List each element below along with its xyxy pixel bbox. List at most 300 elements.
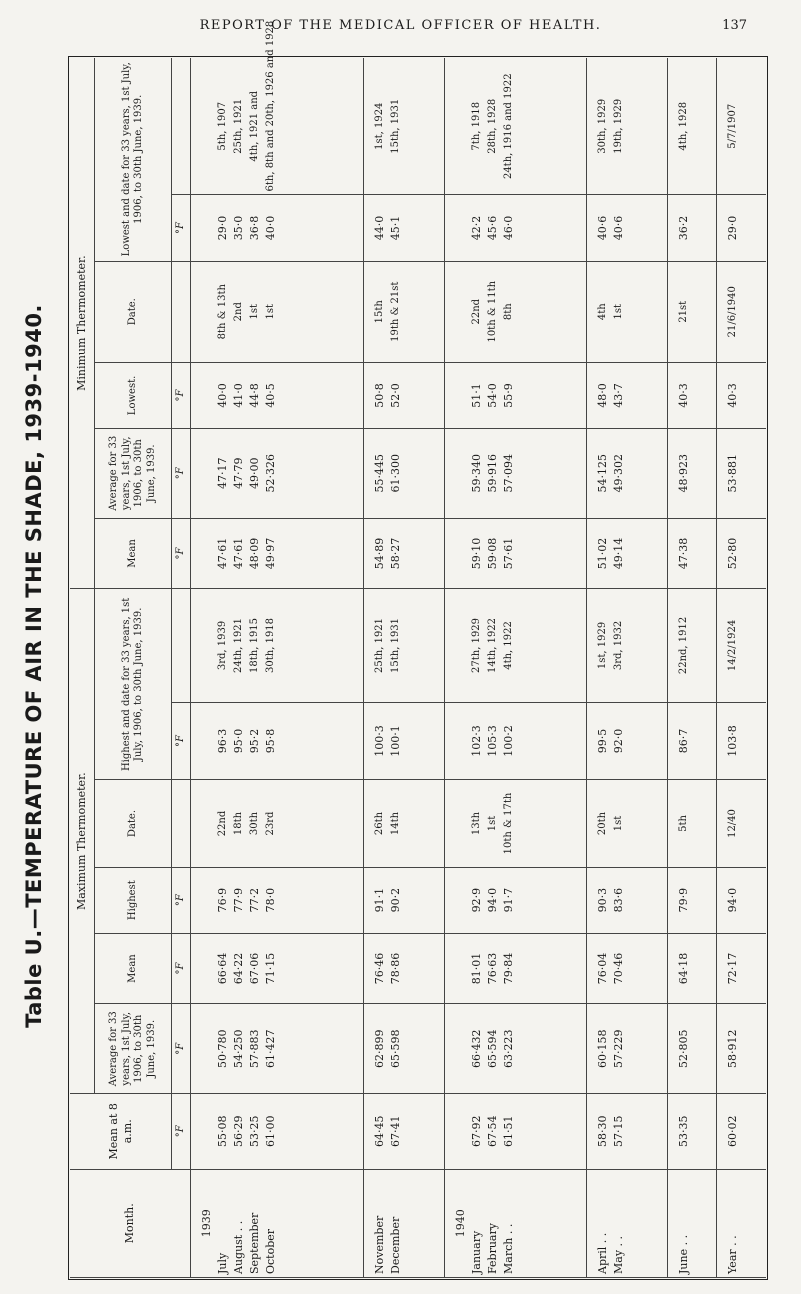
- month-label: June . .: [676, 1234, 690, 1274]
- hd33-date-value: 18th, 1915: [249, 617, 260, 673]
- lowest-value: 41·0: [232, 383, 245, 408]
- ld33-date-cell: [363, 58, 444, 195]
- avg-min-value: 47·79: [232, 457, 245, 490]
- avg-min-cell: [586, 428, 667, 518]
- lowest-date-cell: [586, 261, 667, 362]
- hd33-date-cell: [717, 589, 766, 702]
- month-label: May . .: [611, 1235, 625, 1274]
- lowest-date-cell: [667, 261, 717, 362]
- month-label: April . .: [595, 1232, 609, 1274]
- hd33-date-value: 3rd, 1932: [612, 620, 624, 671]
- avg-max-value: 54·250: [232, 1029, 245, 1068]
- hd33-value: 100·2: [501, 725, 515, 757]
- header-max-group: Maximum Thermometer.: [70, 589, 95, 1094]
- lowest-value: 40·0: [216, 383, 229, 408]
- hd33-cell: [667, 702, 717, 780]
- hd33-cell: [717, 702, 766, 780]
- lowest-value: 40·5: [264, 383, 277, 408]
- lowest-value: 48·0: [595, 383, 609, 408]
- lowest-date-value: 1st: [265, 303, 276, 320]
- highest-date-cell: [191, 780, 364, 867]
- avg-min-value: 47·17: [216, 457, 229, 490]
- mean-max-value: 66·64: [216, 952, 229, 985]
- ld33-cell: [586, 195, 667, 261]
- highest-date-cell: [444, 780, 586, 867]
- spacer: [199, 592, 215, 698]
- highest-date-value: 26th: [373, 811, 385, 836]
- spacer: [453, 366, 469, 425]
- avg-min-value: 54·125: [595, 454, 609, 493]
- mean-min-value: 57·61: [501, 537, 515, 570]
- ld33-date-value: 15th, 1931: [389, 98, 401, 154]
- spacer: [453, 592, 469, 698]
- hd33-date-value: 27th, 1929: [470, 617, 482, 673]
- page-number: 137: [722, 18, 747, 33]
- highest-cell: [667, 867, 717, 933]
- hd33-cell: [191, 702, 364, 780]
- avg-min-value: 53·881: [726, 454, 740, 493]
- spacer: [199, 522, 215, 586]
- mean-min-value: 51·02: [595, 537, 609, 570]
- ld33-date-value: 25th, 1921: [233, 98, 244, 154]
- avg-min-value: 57·094: [501, 454, 515, 493]
- unit-mean-min: °F: [172, 518, 191, 589]
- mean-min-cell: [191, 518, 364, 589]
- mean-max-value: 76·46: [372, 952, 386, 985]
- mean-max-value: 64·18: [676, 952, 690, 985]
- spacer: [453, 706, 469, 777]
- ld33-value: 46·0: [501, 215, 515, 241]
- month-label: January: [469, 1230, 483, 1274]
- running-head-title: REPORT OF THE MEDICAL OFFICER OF HEALTH.: [199, 18, 602, 33]
- unit-hd33: °F: [172, 702, 191, 780]
- hd33-value: 105·3: [485, 725, 499, 757]
- ld33-date-value: 5th, 1907: [217, 101, 228, 151]
- mean-max-value: 72·17: [726, 952, 740, 985]
- mean-min-value: 47·38: [676, 537, 690, 570]
- highest-value: 77·2: [248, 887, 261, 913]
- unit-mean-max: °F: [172, 933, 191, 1004]
- hd33-date-value: 3rd, 1939: [217, 620, 228, 671]
- ld33-cell: [667, 195, 717, 261]
- highest-date-value: 22nd: [217, 810, 228, 837]
- avg-min-value: 59·340: [469, 454, 483, 493]
- ld33-date-value: 4th, 1928: [677, 101, 689, 151]
- lowest-cell: [191, 362, 364, 428]
- mean-8am-value: 60·02: [726, 1115, 740, 1148]
- avg-min-value: 48·923: [676, 454, 690, 493]
- avg-min-cell: [717, 428, 766, 518]
- hd33-date-cell: [363, 589, 444, 702]
- spacer: [453, 265, 469, 359]
- ld33-cell: [444, 195, 586, 261]
- ld33-date-value: 6th, 8th and 20th, 1926 and 1928: [265, 20, 276, 192]
- avg-max-value: 65·594: [485, 1029, 499, 1068]
- month-cell: [586, 1169, 667, 1277]
- ld33-date-value: 1st, 1924: [373, 102, 385, 150]
- highest-date-cell: [717, 780, 766, 867]
- hd33-date-cell: [667, 589, 717, 702]
- spacer: [453, 783, 469, 863]
- lowest-date-value: 2nd: [233, 302, 244, 322]
- spacer: [199, 432, 215, 515]
- hd33-date-cell: [444, 589, 586, 702]
- month-cell: [444, 1169, 586, 1277]
- month-label: July: [216, 1252, 229, 1274]
- month-label: September: [248, 1212, 261, 1274]
- spacer: [199, 61, 215, 191]
- hd33-value: 102·3: [469, 725, 483, 757]
- ld33-date-value: 4th, 1921 and: [249, 90, 260, 162]
- spacer: [199, 198, 215, 257]
- lowest-cell: [586, 362, 667, 428]
- month-label: December: [388, 1216, 402, 1274]
- avg-max-value: 61·427: [264, 1029, 277, 1068]
- hd33-value: 95·0: [232, 728, 245, 754]
- unit-blank-2: [172, 589, 191, 702]
- lowest-date-value: 8th & 13th: [217, 284, 228, 340]
- avg-max-cell: [363, 1004, 444, 1094]
- header-highest-33: Highest and date for 33 years, 1st July, 1906, to 30th June, 1939.: [95, 589, 172, 780]
- ld33-date-value: 19th, 1929: [612, 98, 624, 154]
- hd33-value: 95·2: [248, 728, 261, 754]
- mean-8am-value: 55·08: [216, 1115, 229, 1148]
- hd33-value: 100·3: [372, 725, 386, 757]
- mean-8am-value: 53·25: [248, 1115, 261, 1148]
- ld33-value: 45·1: [388, 215, 402, 241]
- header-mean-8am: Mean at 8 a.m.: [70, 1094, 172, 1169]
- table-caption-wrapper: [6, 52, 62, 1280]
- highest-cell: [444, 867, 586, 933]
- mean-8am-cell: [586, 1094, 667, 1169]
- hd33-value: 95·8: [264, 728, 277, 754]
- hd33-date-value: 1st, 1929: [596, 621, 608, 670]
- unit-avg-min: °F: [172, 428, 191, 518]
- header-mean-max: Mean: [95, 933, 172, 1004]
- mean-max-value: 76·04: [595, 952, 609, 985]
- header-lowest: Lowest.: [95, 362, 172, 428]
- avg-max-value: 60·158: [595, 1029, 609, 1068]
- highest-value: 79·9: [676, 887, 690, 913]
- unit-avg-max: °F: [172, 1004, 191, 1094]
- month-cell: [191, 1169, 364, 1277]
- hd33-value: 103·8: [726, 725, 740, 757]
- highest-date-value: 18th: [233, 811, 244, 836]
- mean-max-value: 81·01: [469, 952, 483, 985]
- mean-min-value: 52·80: [726, 537, 740, 570]
- ld33-date-value: 7th, 1918: [470, 101, 482, 151]
- ld33-value: 36·8: [248, 215, 261, 241]
- mean-max-value: 70·46: [611, 952, 625, 985]
- lowest-value: 54·0: [485, 383, 499, 408]
- mean-min-cell: [444, 518, 586, 589]
- highest-value: 94·0: [726, 887, 740, 913]
- mean-min-cell: [667, 518, 717, 589]
- avg-max-value: 57·229: [611, 1029, 625, 1068]
- ld33-value: 40·6: [595, 215, 609, 241]
- highest-value: 90·2: [388, 887, 402, 913]
- header-lowest-date: Date.: [95, 261, 172, 362]
- lowest-date-value: 19th & 21st: [389, 281, 401, 342]
- lowest-date-value: 8th: [502, 303, 514, 321]
- highest-date-value: 1st: [612, 815, 624, 832]
- ld33-cell: [191, 195, 364, 261]
- lowest-cell: [667, 362, 717, 428]
- avg-min-value: 55·445: [372, 454, 386, 493]
- mean-8am-cell: [667, 1094, 717, 1169]
- mean-min-value: 49·14: [611, 537, 625, 570]
- mean-8am-cell: [191, 1094, 364, 1169]
- hd33-value: 99·5: [595, 728, 609, 754]
- avg-min-cell: [444, 428, 586, 518]
- month-label: February: [485, 1223, 499, 1274]
- header-highest-date: Date.: [95, 780, 172, 867]
- unit-blank-4: [172, 58, 191, 195]
- hd33-value: 96·3: [216, 728, 229, 754]
- lowest-date-cell: [717, 261, 766, 362]
- mean-8am-value: 61·00: [264, 1115, 277, 1148]
- table-row: [586, 58, 667, 1278]
- highest-cell: [363, 867, 444, 933]
- highest-date-cell: [363, 780, 444, 867]
- hd33-date-value: 24th, 1921: [233, 617, 244, 673]
- mean-min-value: 47·61: [232, 537, 245, 570]
- highest-date-value: 23rd: [265, 811, 276, 836]
- ld33-date-value: 30th, 1929: [596, 98, 608, 154]
- hd33-date-value: 22nd, 1912: [677, 616, 689, 675]
- hd33-value: 92·0: [611, 728, 625, 754]
- unit-blank-1: [172, 780, 191, 867]
- hd33-value: 86·7: [676, 728, 690, 754]
- lowest-date-cell: [444, 261, 586, 362]
- lowest-value: 51·1: [469, 383, 483, 408]
- mean-min-value: 59·10: [469, 537, 483, 570]
- spacer: [199, 366, 215, 425]
- highest-date-value: 30th: [249, 811, 260, 836]
- highest-cell: [717, 867, 766, 933]
- highest-date-cell: [667, 780, 717, 867]
- hd33-date-value: 30th, 1918: [265, 617, 276, 673]
- avg-max-value: 65·598: [388, 1029, 402, 1068]
- avg-min-value: 61·300: [388, 454, 402, 493]
- avg-max-value: 57·883: [248, 1029, 261, 1068]
- mean-max-value: 79·84: [501, 952, 515, 985]
- highest-value: 91·1: [372, 887, 386, 913]
- ld33-value: 35·0: [232, 215, 245, 241]
- mean-min-cell: [586, 518, 667, 589]
- lowest-date-cell: [363, 261, 444, 362]
- avg-max-cell: [717, 1004, 766, 1094]
- lowest-date-value: 22nd: [470, 298, 482, 325]
- mean-8am-value: 56·29: [232, 1115, 245, 1148]
- avg-min-value: 52·326: [264, 454, 277, 493]
- ld33-value: 29·0: [216, 215, 229, 241]
- mean-max-cell: [191, 933, 364, 1004]
- running-head: [0, 0, 801, 40]
- mean-8am-cell: [717, 1094, 766, 1169]
- spacer: [453, 61, 469, 191]
- highest-date-cell: [586, 780, 667, 867]
- hd33-date-value: 25th, 1921: [373, 617, 385, 673]
- avg-min-cell: [667, 428, 717, 518]
- spacer: [199, 871, 215, 930]
- highest-value: 76·9: [216, 887, 229, 913]
- hd33-date-value: 4th, 1922: [502, 621, 514, 670]
- avg-max-cell: [191, 1004, 364, 1094]
- table-row: [444, 58, 586, 1278]
- lowest-cell: [363, 362, 444, 428]
- spacer: [453, 871, 469, 930]
- ld33-date-value: 28th, 1928: [486, 98, 498, 154]
- header-mean-min: Mean: [95, 518, 172, 589]
- highest-date-value: 1st: [486, 815, 498, 832]
- highest-value: 94·0: [485, 887, 499, 913]
- unit-blank-3: [172, 261, 191, 362]
- lowest-value: 43·7: [611, 383, 625, 408]
- mean-max-value: 71·15: [264, 952, 277, 985]
- spacer: [199, 706, 215, 777]
- avg-max-value: 63·223: [501, 1029, 515, 1068]
- lowest-value: 55·9: [501, 383, 515, 408]
- mean-max-value: 64·22: [232, 952, 245, 985]
- highest-value: 83·6: [611, 887, 625, 913]
- month-label: November: [372, 1215, 386, 1274]
- mean-max-cell: [667, 933, 717, 1004]
- mean-max-cell: [444, 933, 586, 1004]
- avg-max-cell: [444, 1004, 586, 1094]
- avg-max-value: 52·805: [676, 1029, 690, 1068]
- lowest-value: 40·3: [676, 383, 690, 408]
- spacer: [453, 1007, 469, 1090]
- highest-date-value: 20th: [596, 811, 608, 836]
- spacer: [453, 198, 469, 257]
- mean-8am-cell: [444, 1094, 586, 1169]
- highest-cell: [586, 867, 667, 933]
- spacer: [199, 1007, 215, 1090]
- spacer: [199, 783, 215, 863]
- highest-date-value: 10th & 17th: [502, 792, 514, 855]
- highest-date-value: 12/40: [727, 809, 739, 838]
- lowest-value: 40·3: [726, 383, 740, 408]
- table-row: [717, 58, 766, 1278]
- unit-ld33: °F: [172, 195, 191, 261]
- header-month: Month.: [70, 1169, 191, 1277]
- lowest-date-value: 4th: [596, 303, 608, 321]
- mean-8am-value: 67·92: [469, 1115, 483, 1148]
- avg-min-value: 49·00: [248, 457, 261, 490]
- mean-min-value: 49·97: [264, 537, 277, 570]
- hd33-cell: [444, 702, 586, 780]
- ld33-value: 36·2: [676, 215, 690, 241]
- spacer: [199, 1097, 215, 1165]
- mean-8am-value: 61·51: [501, 1115, 515, 1148]
- ld33-value: 44·0: [372, 215, 386, 241]
- mean-8am-value: 53·35: [676, 1115, 690, 1148]
- highest-value: 77·9: [232, 887, 245, 913]
- mean-min-value: 59·08: [485, 537, 499, 570]
- highest-value: 92·9: [469, 887, 483, 913]
- ld33-value: 42·2: [469, 215, 483, 241]
- month-cell: [667, 1169, 717, 1277]
- avg-min-value: 59·916: [485, 454, 499, 493]
- month-cell: [363, 1169, 444, 1277]
- avg-max-value: 50·780: [216, 1029, 229, 1068]
- header-lowest-33: Lowest and date for 33 years, 1st July, 1906, to 30th June, 1939.: [95, 58, 172, 261]
- spacer: [453, 937, 469, 1001]
- avg-min-cell: [363, 428, 444, 518]
- hd33-value: 100·1: [388, 725, 402, 757]
- mean-min-cell: [717, 518, 766, 589]
- highest-date-value: 5th: [677, 815, 689, 832]
- hd33-date-cell: [191, 589, 364, 702]
- header-avg-min: Average for 33 years, 1st July, 1906, to 30th June, 1939.: [95, 428, 172, 518]
- year-label: 1939: [200, 1209, 213, 1238]
- lowest-date-cell: [191, 261, 364, 362]
- year-label: 1940: [453, 1209, 467, 1238]
- ld33-date-cell: [586, 58, 667, 195]
- avg-max-value: 66·432: [469, 1029, 483, 1068]
- unit-lowest: °F: [172, 362, 191, 428]
- month-cell: [717, 1169, 766, 1277]
- spacer: [199, 937, 215, 1001]
- spacer: [453, 522, 469, 586]
- mean-max-cell: [586, 933, 667, 1004]
- mean-8am-value: 64·45: [372, 1115, 386, 1148]
- mean-8am-value: 58·30: [595, 1115, 609, 1148]
- mean-8am-value: 67·54: [485, 1115, 499, 1148]
- highest-value: 90·3: [595, 887, 609, 913]
- mean-max-value: 78·86: [388, 952, 402, 985]
- spacer: [453, 1097, 469, 1165]
- hd33-cell: [363, 702, 444, 780]
- month-label: Year . .: [726, 1235, 740, 1274]
- mean-8am-cell: [363, 1094, 444, 1169]
- hd33-cell: [586, 702, 667, 780]
- avg-max-value: 62·899: [372, 1029, 386, 1068]
- ld33-cell: [717, 195, 766, 261]
- avg-max-cell: [586, 1004, 667, 1094]
- highest-value: 78·0: [264, 887, 277, 913]
- lowest-date-value: 1st: [249, 303, 260, 320]
- highest-date-value: 14th: [389, 811, 401, 836]
- month-label: October: [264, 1228, 277, 1274]
- lowest-cell: [444, 362, 586, 428]
- avg-min-cell: [191, 428, 364, 518]
- lowest-cell: [717, 362, 766, 428]
- spacer: [199, 265, 215, 359]
- lowest-date-value: 1st: [612, 303, 624, 320]
- ld33-value: 29·0: [726, 215, 740, 241]
- table-row: [667, 58, 717, 1278]
- spacer: [453, 432, 469, 515]
- table-row: [363, 58, 444, 1278]
- ld33-date-cell: [191, 20, 364, 195]
- lowest-date-value: 21st: [677, 300, 689, 323]
- hd33-date-value: 14th, 1922: [486, 617, 498, 673]
- mean-min-value: 48·09: [248, 537, 261, 570]
- lowest-date-value: 10th & 11th: [486, 280, 498, 343]
- ld33-value: 45·6: [485, 215, 499, 241]
- month-label: March . .: [501, 1223, 515, 1274]
- mean-max-value: 67·06: [248, 952, 261, 985]
- lowest-value: 50·8: [372, 383, 386, 408]
- ld33-date-cell: [717, 58, 766, 195]
- lowest-value: 52·0: [388, 383, 402, 408]
- ld33-date-value: 5/7/1907: [727, 103, 739, 149]
- mean-min-cell: [363, 518, 444, 589]
- header-highest: Highest: [95, 867, 172, 933]
- unit-highest: °F: [172, 867, 191, 933]
